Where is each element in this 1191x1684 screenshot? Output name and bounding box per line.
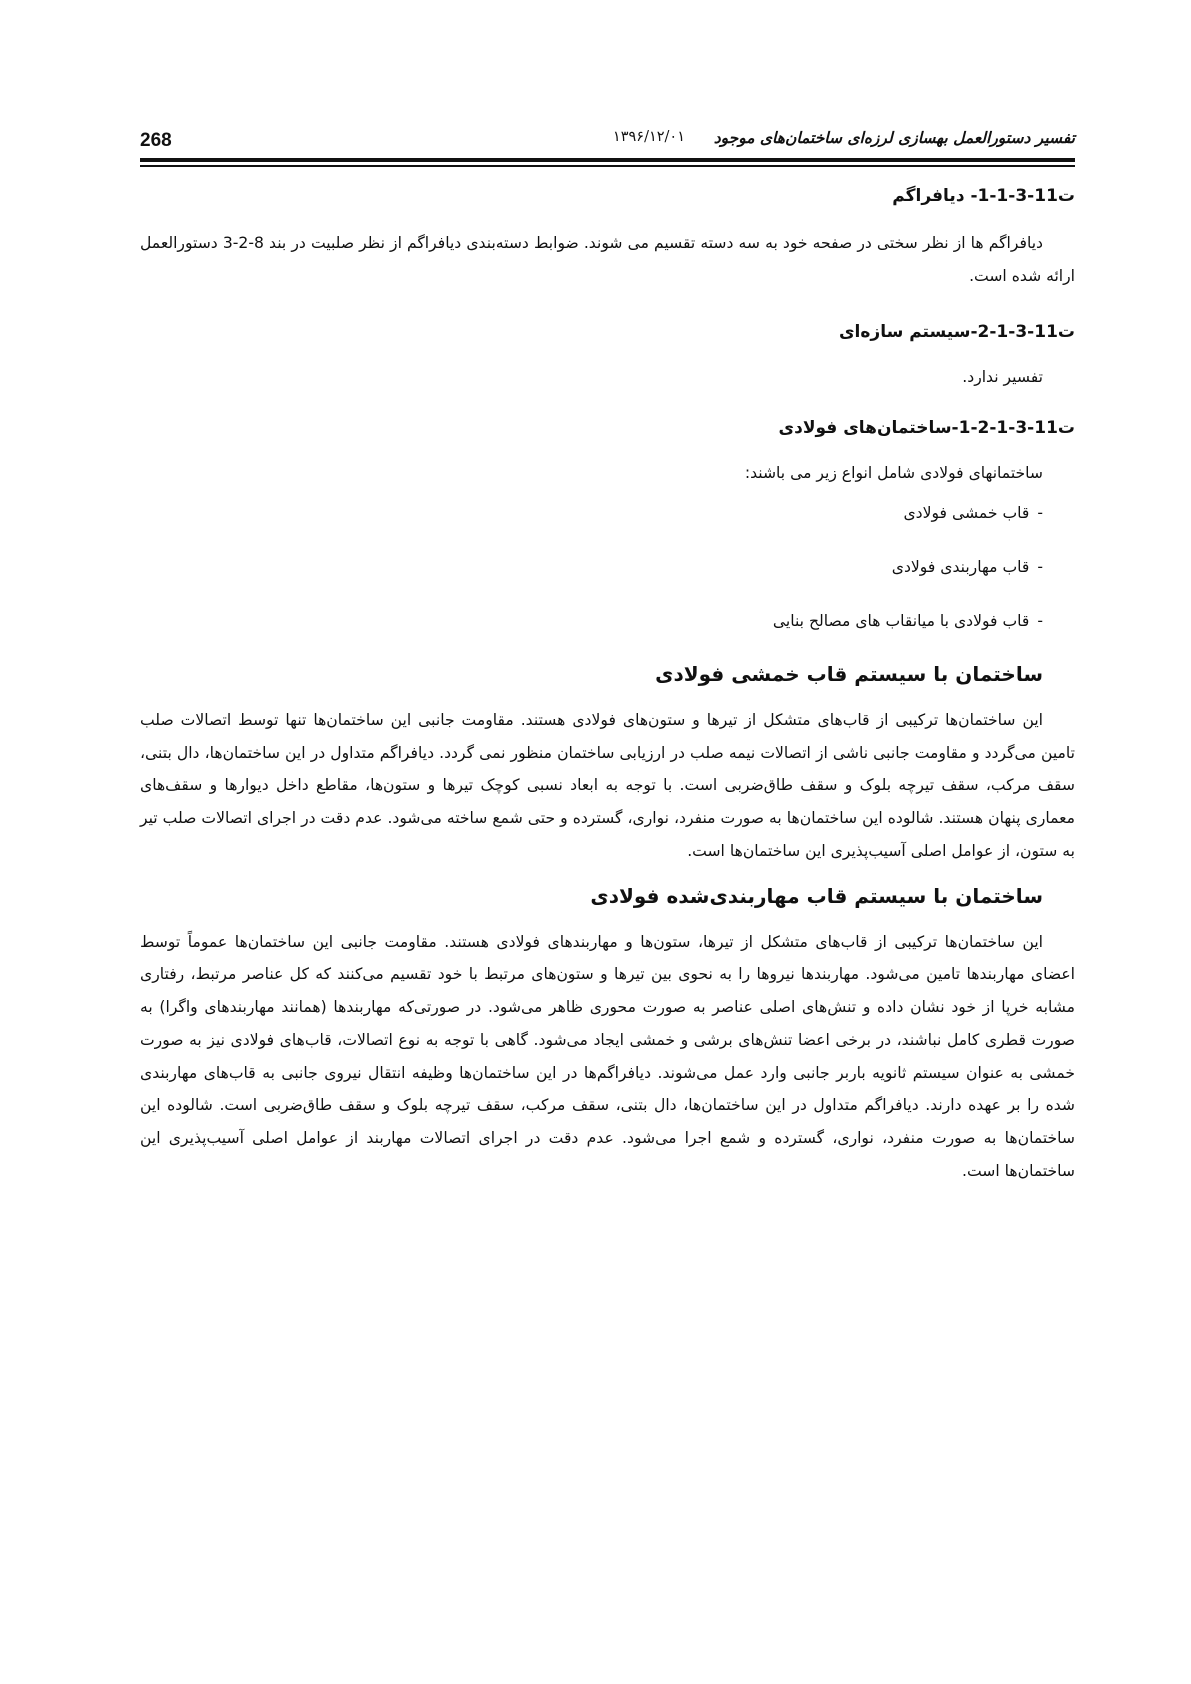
list-item-text: قاب مهاربندی فولادی xyxy=(891,557,1030,576)
paragraph-steel-intro: ساختمانهای فولادی شامل انواع زیر می باشند: xyxy=(744,464,1043,483)
paragraph-braced-frame: این ساختمان‌ها ترکیبی از قاب‌های متشکل از تیرها، ستون‌ها و مهاربندهای فولادی هستند. مقاومت جانبی این ساختمان‌ها عموماً توسط اعضای مهاربندها تامین می‌شود. مهاربندها نیروها را به نحوی بین تیرها و ستون‌های مرتبط با خود تقسیم می‌کنند که کل عناصر مرتبط، رفتاری مشابه خرپا از خود نشان داده و تنش‌های اصلی عناصر به صورت محوری ظاهر می‌شود. در صورتی‌که مهاربندها (همانند مهاربندهای واگرا) به صورت قطری کامل نباشند، در برخی اعضا تنش‌های برشی و خمشی ایجاد می‌شود. گاهی با توجه به نوع اتصالات، قاب‌های فولادی نیز به صورت خمشی به عنوان سیستم ثانویه باربر جانبی وارد عمل می‌شوند. دیافراگم‌ها در این ساختمان‌ها وظیفه انتقال نیروی جانبی به قاب‌های مهاربندی شده را بر عهده دارند. دیافراگم متداول در این ساختمان‌ها، دال بتنی، سقف مرکب، سقف تیرچه بلوک و سقف طاق‌ضربی است. شالوده این ساختمان‌ها به صورت منفرد، نواری، گسترده و شمع اجرا می‌شود. عدم دقت در اجرای اتصالات مهاربند از عوامل اصلی آسیب‌پذیری این ساختمان‌ها است. xyxy=(140,932,1075,1180)
list-item xyxy=(140,503,1043,560)
page-content xyxy=(140,180,1075,1187)
paragraph-structural-system: تفسیر ندارد. xyxy=(962,368,1043,387)
list-dash: - xyxy=(1037,557,1043,576)
section-heading-steel-buildings: ت11-3-1-2-1-ساختمان‌های فولادی xyxy=(778,418,1075,439)
list-item xyxy=(140,557,1043,614)
list-item-text: قاب خمشی فولادی xyxy=(903,503,1030,522)
steel-types-list xyxy=(140,503,1075,668)
list-dash: - xyxy=(1037,503,1043,522)
list-dash: - xyxy=(1037,611,1043,630)
paragraph-moment-frame: این ساختمان‌ها ترکیبی از قاب‌های متشکل از تیرها و ستون‌های فولادی هستند. مقاومت جانبی این ساختمان‌ها تنها توسط اتصالات صلب تامین می‌گردد و مقاومت جانبی ناشی از اتصالات نیمه صلب در ارزیابی ساختمان منظور نمی گردد. دیافراگم متداول در این ساختمان‌ها، دال بتنی، سقف مرکب، سقف تیرچه بلوک و سقف طاق‌ضربی است. با توجه به ابعاد نسبی کوچک تیرها و ستون‌ها، مقاطع داخل دیوارها و سقف‌های معماری پنهان هستند. شالوده این ساختمان‌ها به صورت منفرد، نواری، گسترده و حتی شمع ساخته می‌شود. عدم دقت در اجرای اتصالات صلب تیر به ستون، از عوامل اصلی آسیب‌پذیری این ساختمان‌ها است. xyxy=(140,710,1075,860)
list-item xyxy=(140,611,1043,668)
paragraph-diaphragm: دیافراگم ها از نظر سختی در صفحه خود به سه دسته تقسیم می شوند. ضوابط دسته‌بندی دیافراگم از نظر صلبیت در بند 8-2-3 دستورالعمل ارائه شده است. xyxy=(140,234,1075,285)
header-title: تفسیر دستورالعمل بهسازی لرزه‌ای ساختمان‌های موجود xyxy=(713,128,1075,147)
list-item-text: قاب فولادی با میانقاب های مصالح بنایی xyxy=(772,611,1030,630)
header-date: ۱۳۹۶/۱۲/۰۱ xyxy=(612,129,685,145)
subsection-heading-braced-frame: ساختمان با سیستم قاب مهاربندی‌شده فولادی xyxy=(590,883,1043,908)
header-rule-thin xyxy=(140,165,1075,167)
page-header xyxy=(140,122,1075,158)
header-rule-thick xyxy=(140,158,1075,162)
section-heading-structural-system: ت11-3-1-2-سیستم سازه‌ای xyxy=(838,322,1075,343)
section-heading-diaphragm: ت11-3-1-1- دیافراگم xyxy=(892,186,1075,206)
subsection-heading-moment-frame: ساختمان با سیستم قاب خمشی فولادی xyxy=(655,661,1043,686)
page-number: 268 xyxy=(140,130,172,151)
